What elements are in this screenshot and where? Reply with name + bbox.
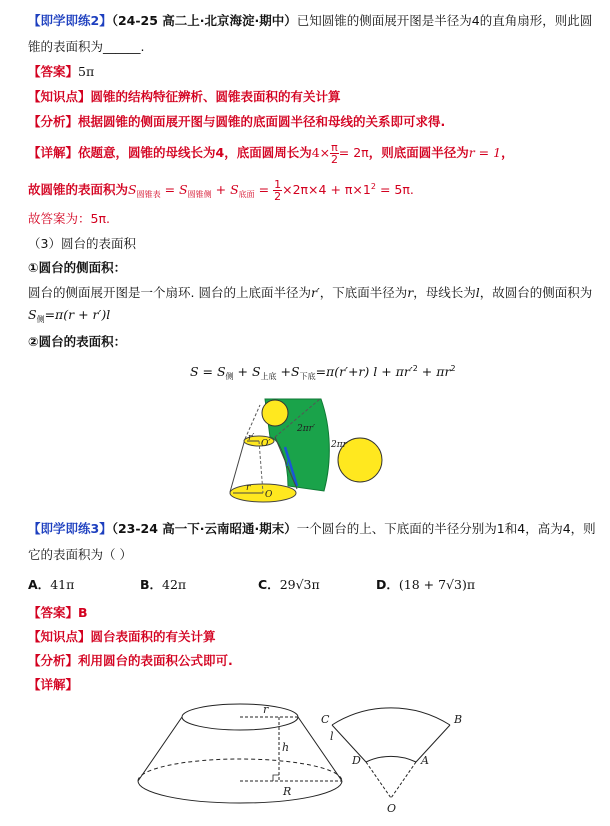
frustum-left-side xyxy=(138,717,182,781)
section3-l: l xyxy=(475,285,480,300)
frustum-abcd-figure xyxy=(125,695,495,820)
ex3-option-d-value: (18 + 7√3)π xyxy=(398,577,476,592)
ex2-so-text: 故圆锥的表面积为 xyxy=(28,182,129,197)
fig2-label-D: D xyxy=(352,754,361,767)
label-l: l xyxy=(286,458,290,469)
ex3-option-d[interactable] xyxy=(376,576,475,594)
ex2-an-tag: 【分析】 xyxy=(28,114,79,129)
ex2-answer-value: 5π xyxy=(78,64,95,79)
ex3-an-tag: 【分析】 xyxy=(28,653,79,668)
ex2-detail xyxy=(28,140,514,166)
ex3-option-d-label: D． xyxy=(376,577,399,592)
ex3-question-text1: 一个圆台的上、下底面的半径分别为1和4，高为4，则 xyxy=(296,521,596,536)
ex2-so-eq2: = xyxy=(258,182,270,197)
ex3-answer-tag: 【答案】 xyxy=(28,605,79,620)
formula2-sq1: 2 xyxy=(412,364,418,373)
ex3-det-tag: 【详解】 xyxy=(28,677,79,692)
ex2-kp-text: 圆锥的结构特征辨析、圆锥表面积的有关计算 xyxy=(90,89,341,104)
top-circle xyxy=(262,400,288,426)
ex2-knowledge xyxy=(28,88,341,106)
section3-para1-b: ，下底面半径为 xyxy=(319,285,408,300)
ex2-det-end: ， xyxy=(501,145,514,160)
ex3-option-a-label: A． xyxy=(28,577,51,592)
ex2-final-answer: 故答案为：5π. xyxy=(28,211,110,226)
ex2-so-rest: ×2π×4 + π×1 xyxy=(282,182,371,197)
section3-para1-a: 圆台的侧面展开图是一个扇环. 圆台的上底面半径为 xyxy=(28,285,311,300)
section3-para1-c: ，母线长为 xyxy=(413,285,476,300)
ex2-so-eq1: = xyxy=(164,182,176,197)
label-2pir1: 2πr′ xyxy=(297,424,315,434)
ex2-kp-tag: 【知识点】 xyxy=(28,89,91,104)
sector-left-dash xyxy=(366,762,391,798)
ex2-so-half-num: 1 xyxy=(274,178,282,191)
ex3-detail xyxy=(28,676,78,694)
ex2-so-half-den: 2 xyxy=(274,190,282,203)
fig2-label-C: C xyxy=(321,713,330,726)
ex3-option-b-label: B． xyxy=(140,577,163,592)
ex2-blank: ______ xyxy=(103,39,141,54)
ex3-kp-tag: 【知识点】 xyxy=(28,629,91,644)
label-2pir: 2πr xyxy=(331,440,347,450)
ex2-so-S1: S xyxy=(128,182,137,197)
section3-heading2: ②圆台的表面积： xyxy=(28,334,127,349)
formula2-S: S = S xyxy=(190,364,226,379)
fig2-label-R: R xyxy=(283,785,292,798)
formula2-p2: +S xyxy=(280,364,300,379)
ex3-an-text: 利用圆台的表面积公式即可. xyxy=(78,653,233,668)
ex2-det-frac-num: π xyxy=(331,141,338,154)
ex2-det-expr2: = 2π xyxy=(338,145,369,160)
ex3-question-line2: 它的表面积为（ ） xyxy=(28,547,132,562)
ex3-kp-text: 圆台表面积的有关计算 xyxy=(90,629,216,644)
ex2-so-sub3: 底面 xyxy=(238,190,255,199)
section3-para1-d: ，故圆台的侧面积为 xyxy=(479,285,593,300)
ex2-tag: 【即学即练2】 xyxy=(28,13,112,28)
ex2-answer xyxy=(28,63,94,81)
formula2-sub1: 侧 xyxy=(225,372,234,381)
ex2-question-text1: 已知圆锥的侧面展开图是半径为4的直角扇形，则此圆 xyxy=(296,13,593,28)
right-angle-mark xyxy=(273,775,279,781)
formula1-S: S xyxy=(28,307,37,322)
ex2-an-text: 根据圆锥的侧面展开图与圆锥的底面圆半径和母线的关系即可求得. xyxy=(78,114,446,129)
fig2-label-h: h xyxy=(282,741,290,754)
frustum-net-figure xyxy=(215,385,400,510)
ex2-question-text2: 锥的表面积为 xyxy=(28,39,104,54)
ex2-det-text2: ，则底面圆半径为 xyxy=(368,145,469,160)
ex2-det-frac-den: 2 xyxy=(330,153,338,166)
section3-para1 xyxy=(28,284,592,302)
ex3-analysis xyxy=(28,652,233,670)
sector-inner-arc xyxy=(366,756,416,762)
ex2-so-sq: 2 xyxy=(370,182,376,191)
section3-r1: r′ xyxy=(310,285,320,300)
formula2-rest2: + πr xyxy=(417,364,451,379)
ex3-option-b-value: 42π xyxy=(162,577,187,592)
ex3-answer xyxy=(28,604,88,622)
fig2-label-l: l xyxy=(330,730,334,743)
ex2-so-final: = 5π. xyxy=(379,182,414,197)
ex2-det-text1: 依题意，圆锥的母线长为4，底面圆周长为 xyxy=(78,145,312,160)
section3-formula2 xyxy=(190,360,456,386)
ex3-option-a-value: 41π xyxy=(50,577,75,592)
ex2-answer-tag: 【答案】 xyxy=(28,64,79,79)
section3-heading1: ①圆台的侧面积： xyxy=(28,260,127,275)
ex3-option-b[interactable] xyxy=(140,576,186,594)
ex2-so-sub2: 圆锥侧 xyxy=(187,190,212,199)
ex2-so xyxy=(28,174,414,208)
sector-left-edge xyxy=(332,725,366,762)
ex2-det-expr1: 4× xyxy=(311,145,331,160)
formula1-sub: 侧 xyxy=(36,315,45,324)
ex2-period: . xyxy=(140,39,145,54)
label-O: O xyxy=(265,490,273,500)
frustum-side-left xyxy=(230,439,245,492)
section3-formula1 xyxy=(28,306,110,329)
label-r1: r′ xyxy=(248,433,255,443)
formula2-sq2: 2 xyxy=(450,364,456,373)
formula1-rest: =π(r + r′)l xyxy=(44,307,111,322)
ex3-answer-value: B xyxy=(78,605,88,620)
sector-right-dash xyxy=(391,762,416,798)
ex3-tag: 【即学即练3】 xyxy=(28,521,112,536)
ex2-so-S3: S xyxy=(230,182,239,197)
frustum-bottom-back xyxy=(138,759,342,781)
ex3-knowledge xyxy=(28,628,216,646)
ex2-so-plus: + xyxy=(215,182,227,197)
fig2-label-r: r xyxy=(263,703,269,716)
ex2-so-sub1: 圆锥表 xyxy=(136,190,161,199)
ex3-source: （23-24 高一下·云南昭通·期末） xyxy=(111,521,297,536)
formula2-rest: =π(r′+r) l + πr′ xyxy=(315,364,413,379)
frustum-right-side xyxy=(298,717,342,781)
ex2-det-tag: 【详解】 xyxy=(28,145,79,160)
ex2-question-line1 xyxy=(28,12,592,30)
formula2-p1: + S xyxy=(237,364,261,379)
ex3-option-c-label: C． xyxy=(258,577,280,592)
ex2-source: （24-25 高二上·北京海淀·期中） xyxy=(111,13,297,28)
ex2-det-fraction xyxy=(330,142,339,165)
ex2-so-S2: S xyxy=(179,182,188,197)
ex2-analysis xyxy=(28,113,445,131)
ex3-option-a[interactable] xyxy=(28,576,74,594)
fig2-label-B: B xyxy=(454,713,463,726)
label-O1: O′ xyxy=(261,439,271,449)
formula2-sub3: 下底 xyxy=(299,372,316,381)
formula2-sub2: 上底 xyxy=(260,372,277,381)
ex2-det-r: r = 1 xyxy=(468,145,502,160)
fig2-label-O: O xyxy=(387,802,397,815)
ex3-option-c-value: 29√3π xyxy=(279,577,320,592)
ex2-so-half xyxy=(273,179,282,202)
ex3-option-c[interactable] xyxy=(258,576,320,594)
frustum-bottom-front xyxy=(138,781,342,803)
ex3-question-line1 xyxy=(28,520,596,538)
label-r: r xyxy=(246,483,251,493)
section3-title: （3）圆台的表面积 xyxy=(28,236,136,251)
section3-r: r xyxy=(407,285,414,300)
ex2-question-line2 xyxy=(28,38,145,56)
sector-outer-arc xyxy=(332,708,450,725)
fig2-label-A: A xyxy=(421,754,429,767)
